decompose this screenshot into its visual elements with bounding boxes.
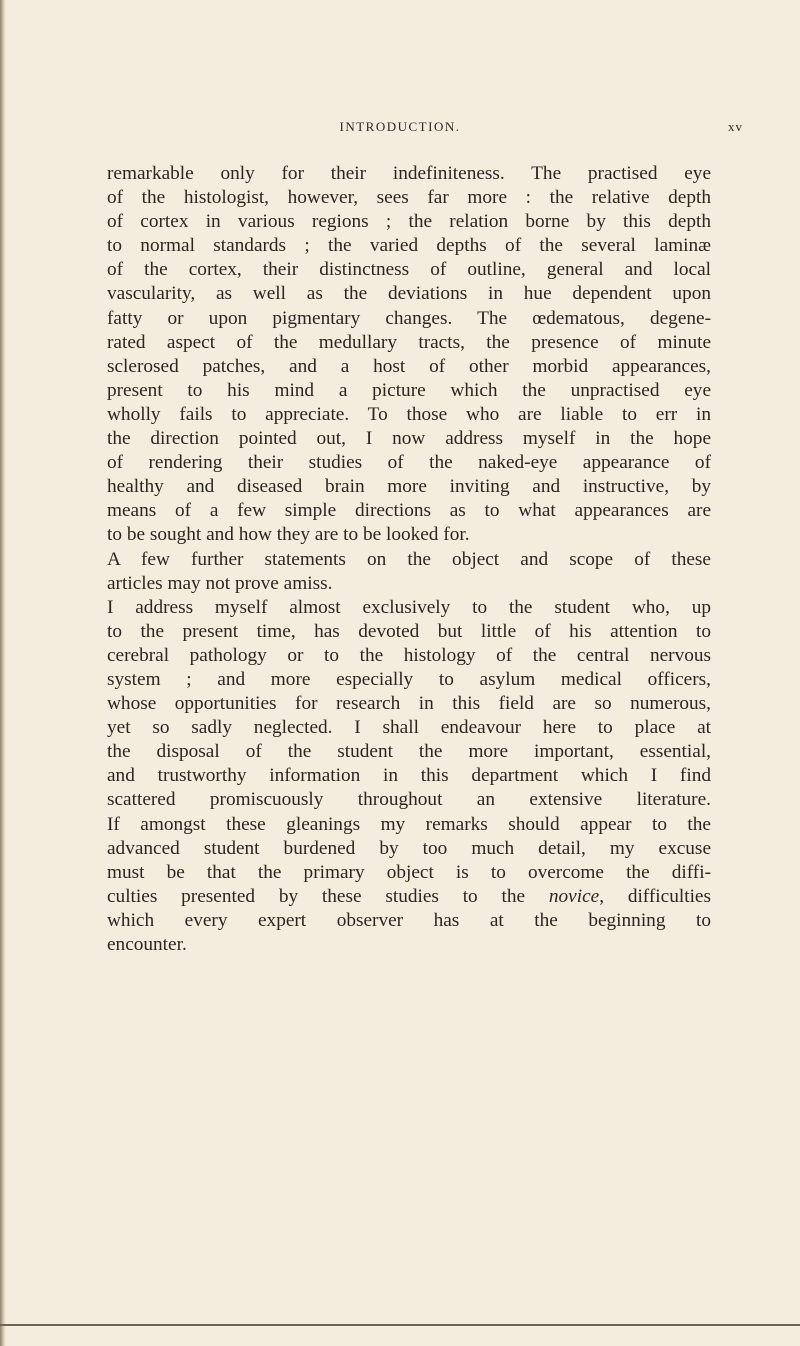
text-line: advanced student burdened by too much detail, my excuse	[107, 837, 711, 859]
paragraph-end-line: to be sought and how they are to be looked for.	[107, 524, 470, 546]
text-line: fatty or upon pigmentary changes. The œdematous, degene-	[107, 307, 711, 329]
text-line: the disposal of the student the more important, essential,	[107, 741, 711, 763]
text-line: of cortex in various regions ; the relation borne by this depth	[107, 211, 711, 233]
line-prefix: culties presented by these studies to the	[107, 885, 549, 907]
running-head	[0, 119, 800, 139]
paragraph-end-line: articles may not prove amiss.	[107, 572, 333, 594]
text-line: I address myself almost exclusively to the student who, up	[107, 596, 711, 618]
text-line: of the cortex, their distinctness of outline, general and local	[107, 259, 711, 281]
text-line: which every expert observer has at the beginning to	[107, 909, 711, 931]
text-line: system ; and more especially to asylum medical officers,	[107, 668, 711, 690]
text-line: means of a few simple directions as to what appearances are	[107, 500, 711, 522]
text-line-with-italic	[107, 885, 711, 909]
body-text	[107, 162, 711, 957]
page-number: xv	[728, 119, 743, 134]
text-line: whose opportunities for research in this field are so numerous,	[107, 693, 711, 715]
text-line: If amongst these gleanings my remarks should appear to the	[107, 813, 711, 835]
text-line: cerebral pathology or to the histology of the central nervous	[107, 644, 711, 666]
text-line: wholly fails to appreciate. To those who are liable to err in	[107, 403, 711, 425]
text-line: to normal standards ; the varied depths of the several laminæ	[107, 235, 711, 257]
text-line: of the histologist, however, sees far more : the relative depth	[107, 187, 711, 209]
page-edge-shadow	[0, 0, 6, 1346]
running-head-title: INTRODUCTION.	[339, 119, 461, 134]
text-line: to the present time, has devoted but little of his attention to	[107, 620, 711, 642]
text-line: vascularity, as well as the deviations in hue dependent upon	[107, 283, 711, 305]
bottom-edge-line	[0, 1324, 800, 1326]
text-line: yet so sadly neglected. I shall endeavour here to place at	[107, 717, 711, 739]
paragraph-end-line: encounter.	[107, 934, 187, 955]
text-line: of rendering their studies of the naked-eye appearance of	[107, 452, 711, 474]
text-line: sclerosed patches, and a host of other morbid appearances,	[107, 355, 711, 377]
text-line: the direction pointed out, I now address myself in the hope	[107, 428, 711, 450]
text-line: must be that the primary object is to overcome the diffi-	[107, 861, 711, 883]
italic-word-novice: novice	[548, 885, 600, 907]
text-line: scattered promiscuously throughout an extensive literature.	[107, 789, 711, 811]
line-suffix: , difficulties	[599, 885, 711, 907]
text-line: present to his mind a picture which the unpractised eye	[107, 379, 711, 401]
text-line: rated aspect of the medullary tracts, the presence of minute	[107, 331, 711, 353]
text-line: and trustworthy information in this department which I find	[107, 765, 711, 787]
text-line: healthy and diseased brain more inviting and instructive, by	[107, 476, 711, 498]
text-line: remarkable only for their indefiniteness. The practised eye	[107, 163, 711, 184]
text-line: A few further statements on the object and scope of these	[107, 548, 711, 570]
